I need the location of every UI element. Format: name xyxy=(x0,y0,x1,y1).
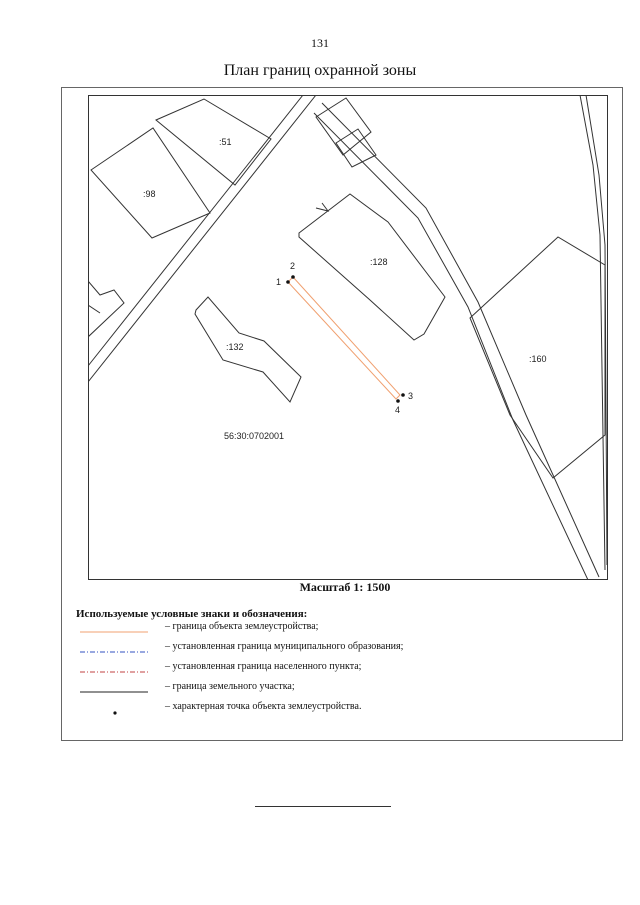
point-1-label: 1 xyxy=(276,277,282,287)
point-1 xyxy=(286,280,290,284)
page-number: 131 xyxy=(311,36,329,50)
legend-text: – граница земельного участка; xyxy=(165,681,295,692)
signature-line xyxy=(255,806,391,807)
legend-item-land-boundary xyxy=(80,680,620,696)
point-symbol xyxy=(80,700,150,716)
legend-text: – установленная граница муниципального образования; xyxy=(165,641,404,652)
blue-dashdot-symbol xyxy=(80,640,150,656)
parcel-128-label: :128 xyxy=(370,257,388,267)
legend-title: Используемые условные знаки и обозначения: xyxy=(76,608,308,620)
scale-label: Масштаб 1: 1500 xyxy=(299,580,391,594)
legend-item-municipal-boundary xyxy=(80,640,620,656)
parcel-98-label: :98 xyxy=(143,189,156,199)
point-4-label: 4 xyxy=(395,405,401,415)
black-line-symbol xyxy=(80,680,150,696)
cadastral-map xyxy=(88,95,608,580)
point-4 xyxy=(396,399,400,403)
legend-text: – граница объекта землеустройства; xyxy=(165,621,319,632)
page-title: План границ охранной зоны xyxy=(223,62,417,79)
legend-item-point xyxy=(80,700,620,716)
parcel-160-label: :160 xyxy=(529,354,547,364)
point-3-label: 3 xyxy=(408,391,414,401)
cadastral-block-label: 56:30:0702001 xyxy=(224,431,285,441)
point-3 xyxy=(401,393,405,397)
legend-text: – установленная граница населенного пункта; xyxy=(165,661,362,672)
legend-item-object-boundary xyxy=(80,620,620,636)
parcel-51-label: :51 xyxy=(219,137,232,147)
red-dashdot-symbol xyxy=(80,660,150,676)
parcel-132-label: :132 xyxy=(226,342,244,352)
point-2 xyxy=(291,275,295,279)
legend-text: – характерная точка объекта землеустройства. xyxy=(165,701,362,712)
orange-line-symbol xyxy=(80,620,150,636)
point-2-label: 2 xyxy=(290,261,296,271)
legend-item-settlement-boundary xyxy=(80,660,620,676)
